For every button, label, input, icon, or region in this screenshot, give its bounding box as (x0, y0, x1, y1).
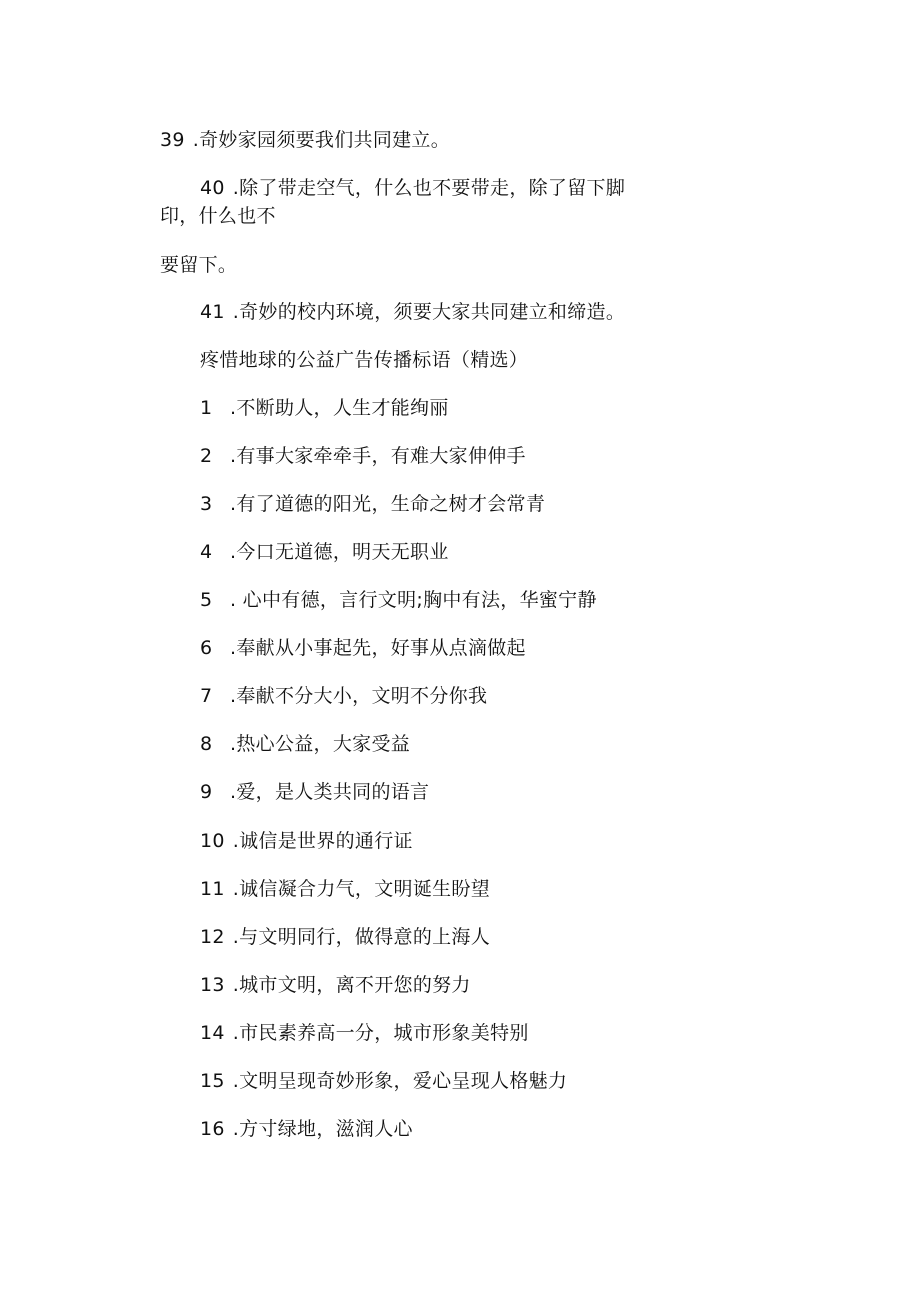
item-number: 40 (200, 177, 225, 199)
slogan-line-6 (200, 636, 526, 660)
item-text: .有事大家牵牵手，有难大家伸伸手 (230, 445, 526, 467)
item-text: .今口无道德，明天无职业 (230, 541, 449, 563)
slogan-line-8 (200, 732, 410, 756)
heading-text: 疼惜地球的公益广告传播标语（精选） (200, 349, 529, 371)
item-text: .与文明同行，做得意的上海人 (232, 926, 491, 948)
item-number: 16 (200, 1118, 225, 1140)
item-text: .市民素养高一分，城市形象美特别 (232, 1022, 529, 1044)
item-number: 39 (160, 129, 185, 151)
slogan-line-11 (200, 877, 490, 901)
item-number: 10 (200, 830, 225, 852)
item-text: .诚信凝合力气，文明诞生盼望 (232, 878, 491, 900)
slogan-line-3 (200, 492, 545, 516)
item-number: 3 (200, 493, 213, 515)
item-number: 15 (200, 1070, 225, 1092)
item-number: 7 (200, 685, 213, 707)
item-text: .爱，是人类共同的语言 (230, 781, 430, 803)
slogan-line-40-end (160, 253, 237, 277)
item-number: 6 (200, 637, 213, 659)
item-number: 1 (200, 397, 213, 419)
item-number: 5 (200, 589, 213, 611)
item-number: 11 (200, 878, 225, 900)
slogan-line-9 (200, 780, 429, 804)
item-number: 13 (200, 974, 225, 996)
item-number: 8 (200, 733, 213, 755)
item-number: 12 (200, 926, 225, 948)
section-heading (200, 348, 528, 372)
item-text: .文明呈现奇妙形象，爱心呈现人格魅力 (232, 1070, 568, 1092)
slogan-line-40 (200, 176, 625, 200)
item-number: 14 (200, 1022, 225, 1044)
item-number: 2 (200, 445, 213, 467)
item-text: . 心中有德，言行文明;胸中有法，华蜜宁静 (230, 589, 597, 611)
item-number: 9 (200, 781, 213, 803)
slogan-line-7 (200, 684, 487, 708)
slogan-line-41 (200, 300, 625, 324)
item-text: .有了道德的阳光，生命之树才会常青 (230, 493, 546, 515)
item-text: .除了带走空气，什么也不要带走，除了留下脚 (232, 177, 626, 199)
slogan-line-10 (200, 829, 413, 853)
item-text: .热心公益，大家受益 (230, 733, 411, 755)
slogan-line-39 (160, 128, 450, 152)
item-text: .城市文明，离不开您的努力 (232, 974, 471, 996)
slogan-line-4 (200, 540, 449, 564)
slogan-line-13 (200, 973, 471, 997)
item-text: .诚信是世界的通行证 (232, 830, 413, 852)
item-number: 4 (200, 541, 213, 563)
item-text: .奇妙家园须要我们共同建立。 (192, 129, 451, 151)
slogan-line-2 (200, 444, 526, 468)
slogan-line-1 (200, 396, 449, 420)
slogan-line-5 (200, 588, 597, 612)
slogan-line-16 (200, 1117, 413, 1141)
item-text: 要留下。 (160, 254, 238, 276)
item-text: .方寸绿地，滋润人心 (232, 1118, 413, 1140)
item-text: .奉献从小事起先，好事从点滴做起 (230, 637, 526, 659)
slogan-line-15 (200, 1069, 567, 1093)
item-text: .不断助人，人生才能绚丽 (230, 397, 449, 419)
slogan-line-40-continued (160, 204, 276, 228)
slogan-line-12 (200, 925, 490, 949)
item-text: .奇妙的校内环境，须要大家共同建立和缔造。 (232, 301, 626, 323)
item-text: .奉献不分大小，文明不分你我 (230, 685, 488, 707)
item-number: 41 (200, 301, 225, 323)
item-text: 印，什么也不 (160, 205, 276, 227)
slogan-line-14 (200, 1021, 529, 1045)
